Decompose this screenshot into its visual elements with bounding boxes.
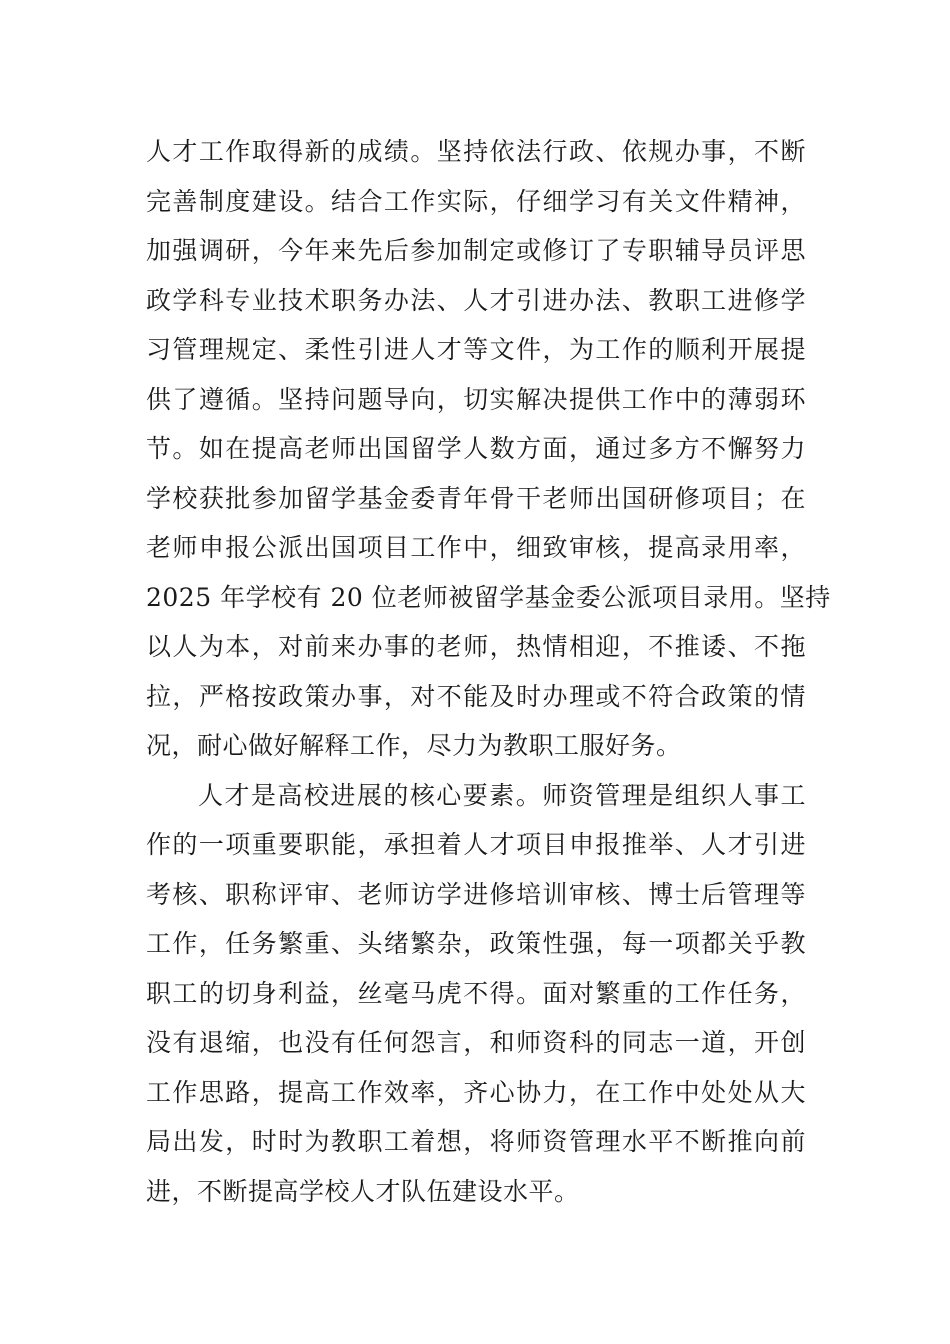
paragraph-1-line: 拉，严格按政策办事，对不能及时办理或不符合政策的情	[146, 681, 806, 711]
paragraph-2-line: 进，不断提高学校人才队伍建设水平。	[146, 1176, 580, 1206]
paragraph-1	[146, 127, 831, 771]
paragraph-1-line: 政学科专业技术职务办法、人才引进办法、教职工进修学	[146, 285, 806, 315]
document-body	[146, 127, 831, 1216]
paragraph-2-line: 局出发，时时为教职工着想，将师资管理水平不断推向前	[146, 1127, 806, 1156]
paragraph-1-line: 习管理规定、柔性引进人才等文件，为工作的顺利开展提	[146, 335, 806, 364]
paragraph-1-line: 况，耐心做好解释工作，尽力为教职工服好务。	[146, 731, 682, 760]
paragraph-1-line: 供了遵循。坚持问题导向，切实解决提供工作中的薄弱环	[146, 384, 806, 414]
paragraph-2-line: 作的一项重要职能，承担着人才项目申报推举、人才引进	[146, 830, 806, 859]
paragraph-2-line: 工作思路，提高工作效率，齐心协力，在工作中处处从大	[146, 1077, 806, 1107]
paragraph-1-line: 学校获批参加留学基金委青年骨干老师出国研修项目；在	[146, 483, 806, 513]
paragraph-2-line: 没有退缩，也没有任何怨言，和师资科的同志一道，开创	[146, 1028, 806, 1057]
paragraph-2-line: 人才是高校进展的核心要素。师资管理是组织人事工	[198, 780, 806, 810]
paragraph-1-line: 加强调研，今年来先后参加制定或修订了专职辅导员评思	[146, 236, 806, 265]
paragraph-2-line: 职工的切身利益，丝毫马虎不得。面对繁重的工作任务，	[146, 978, 806, 1008]
paragraph-1-line: 人才工作取得新的成绩。坚持依法行政、依规办事，不断	[146, 137, 806, 166]
paragraph-1-line: 老师申报公派出国项目工作中，细致审核，提高录用率，	[146, 533, 806, 562]
paragraph-1-line: 2025 年学校有 20 位老师被留学基金委公派项目录用。坚持	[146, 582, 831, 612]
paragraph-1-line: 完善制度建设。结合工作实际，仔细学习有关文件精神，	[146, 186, 806, 216]
paragraph-2-line: 考核、职称评审、老师访学进修培训审核、博士后管理等	[146, 879, 806, 909]
paragraph-2	[146, 771, 806, 1217]
paragraph-1-line: 节。如在提高老师出国留学人数方面，通过多方不懈努力	[146, 434, 806, 463]
paragraph-1-line: 以人为本，对前来办事的老师，热情相迎，不推诿、不拖	[146, 632, 806, 661]
paragraph-2-line: 工作，任务繁重、头绪繁杂，政策性强，每一项都关乎教	[146, 929, 806, 958]
